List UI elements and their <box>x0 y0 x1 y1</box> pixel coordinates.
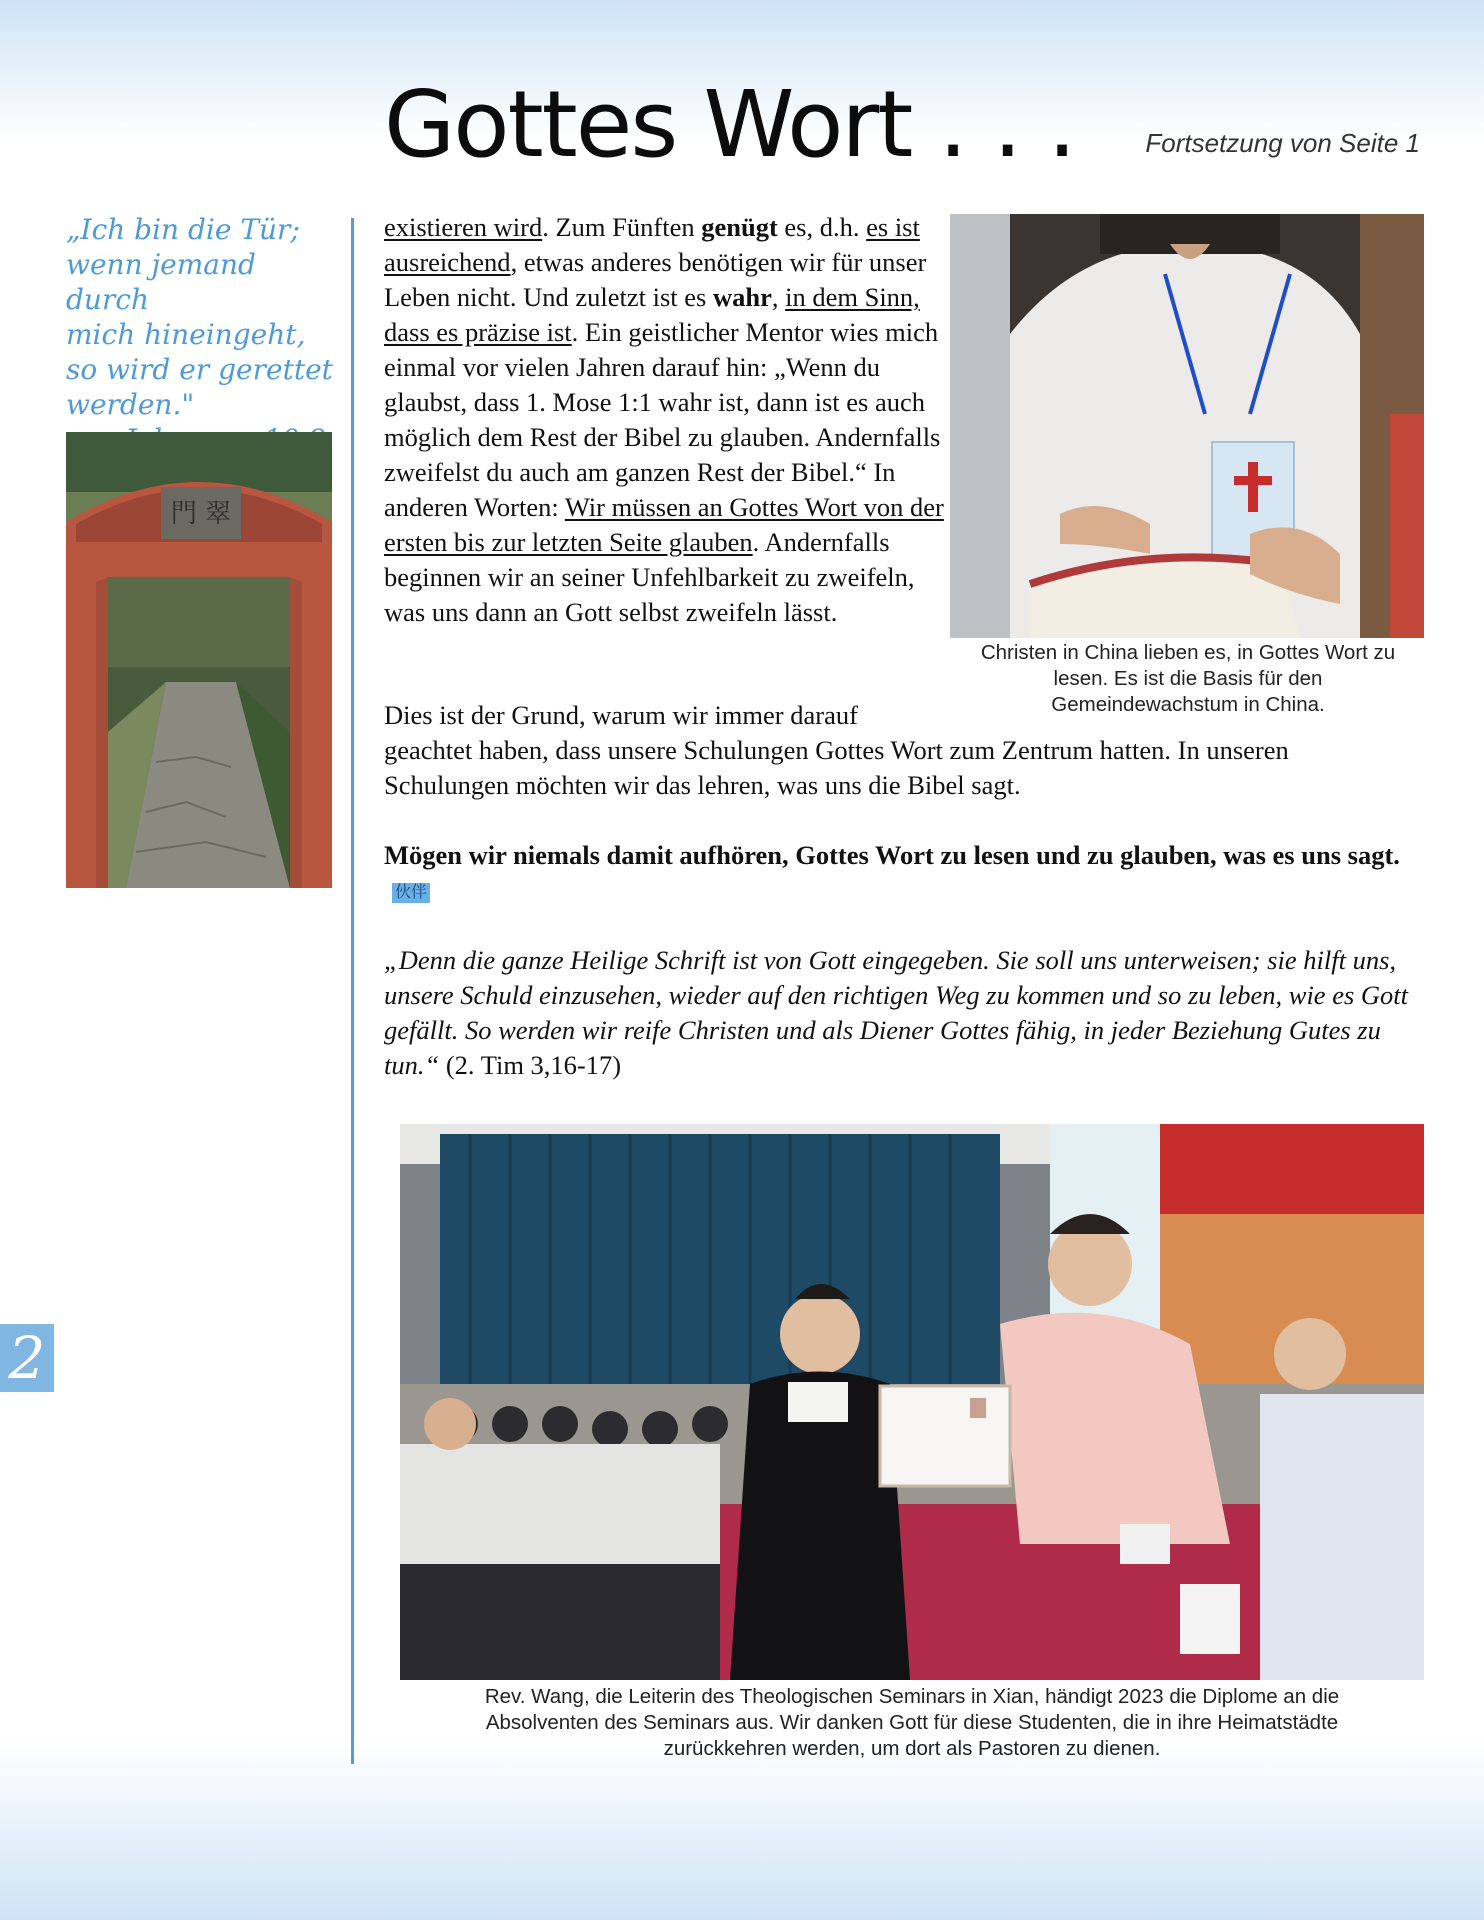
text-segment: Wir müssen an Gottes Wort von der ersten bis zur letzten Seite glauben <box>384 492 944 557</box>
article-paragraph-2 <box>384 698 1414 803</box>
text-segment: . Andernfalls beginnen wir an seiner Unfehlbarkeit zu zweifeln, was uns dann an Gott selbst zweifeln lässt. <box>384 527 915 627</box>
page-title: Gottes Wort . . . <box>384 71 1075 178</box>
photo-caption-bottom: Rev. Wang, die Leiterin des Theologischen Seminars in Xian, händigt 2023 die Diplome an die Absolventen des Seminars aus. Wir danken Gott für diese Studenten, die in ihre Heimatstädte zurückkehren werden, um dort als Pastoren zu dienen. <box>484 1685 1340 1760</box>
svg-text:門 翠: 門 翠 <box>170 499 232 529</box>
closing-statement-text: Mögen wir niemals damit aufhören, Gottes Wort zu lesen und zu glauben, was es uns sagt. <box>384 840 1400 870</box>
archway-photo <box>66 432 332 888</box>
photo-caption-top: Christen in China lieben es, in Gottes Wort zu lesen. Es ist die Basis für den Gemeindewachstum in China. <box>980 641 1396 716</box>
text-segment: . Zum Fünften <box>542 212 702 242</box>
quote-line: mich hineingeht, <box>66 318 306 351</box>
paragraph-2-rest: geachtet haben, dass unsere Schulungen Gottes Wort zum Zentrum hatten. In unseren Schulungen möchten wir das lehren, was uns die Bibel sagt. <box>384 735 1289 800</box>
partner-badge: 伙伴 <box>392 883 430 903</box>
verse-text: „Denn die ganze Heilige Schrift ist von Gott eingegeben. Sie soll uns unterweisen; sie hilft uns, unsere Schuld einzusehen, wieder auf den richtigen Weg zu kommen und so zu leben, wie es Gott gefällt. So werden wir reife Christen und als Diener Gottes fähig, in jeder Beziehung Gutes zu tun.“ <box>384 945 1409 1080</box>
quote-line: so wird er gerettet <box>66 353 333 386</box>
text-segment: genügt <box>701 212 778 242</box>
closing-statement <box>384 838 1414 908</box>
graduation-photo <box>400 1124 1424 1680</box>
bible-reader-photo <box>950 214 1424 638</box>
quote-line: werden." <box>66 388 195 421</box>
text-segment: es ist ausreichend <box>384 212 920 277</box>
text-segment: , etwas anderes benötigen wir für unser Leben nicht. Und zuletzt ist es <box>384 247 927 312</box>
text-segment: es, d.h. <box>777 212 867 242</box>
sidebar-quote <box>66 212 336 457</box>
quote-line: „Ich bin die Tür; <box>66 213 300 246</box>
text-segment: wahr <box>712 282 772 312</box>
page-number: 2 <box>0 1324 54 1392</box>
article-column-text <box>384 210 946 630</box>
text-segment: . Ein geistlicher Mentor wies mich einmal vor vielen Jahren darauf hin: „Wenn du glaubst, dass 1. Mose 1:1 wahr ist, dann ist es auch möglich dem Rest der Bibel zu glauben. Andernfalls zweifelst du auch am ganzen Rest der Bibel.“ In anderen Worten: <box>384 317 941 522</box>
continued-note: Fortsetzung von Seite 1 <box>1145 128 1420 158</box>
text-segment: in dem Sinn, dass es präzise ist <box>384 282 920 347</box>
paragraph-2-line-1: Dies ist der Grund, warum wir immer darauf <box>384 700 858 730</box>
verse-reference: (2. Tim 3,16-17) <box>439 1050 622 1080</box>
article-paragraph-1 <box>384 212 944 627</box>
text-segment: existieren wird <box>384 212 543 242</box>
scripture-verse <box>384 943 1414 1083</box>
text-segment: , <box>771 282 786 312</box>
vertical-divider <box>351 218 354 1764</box>
quote-line: wenn jemand durch <box>66 248 256 316</box>
